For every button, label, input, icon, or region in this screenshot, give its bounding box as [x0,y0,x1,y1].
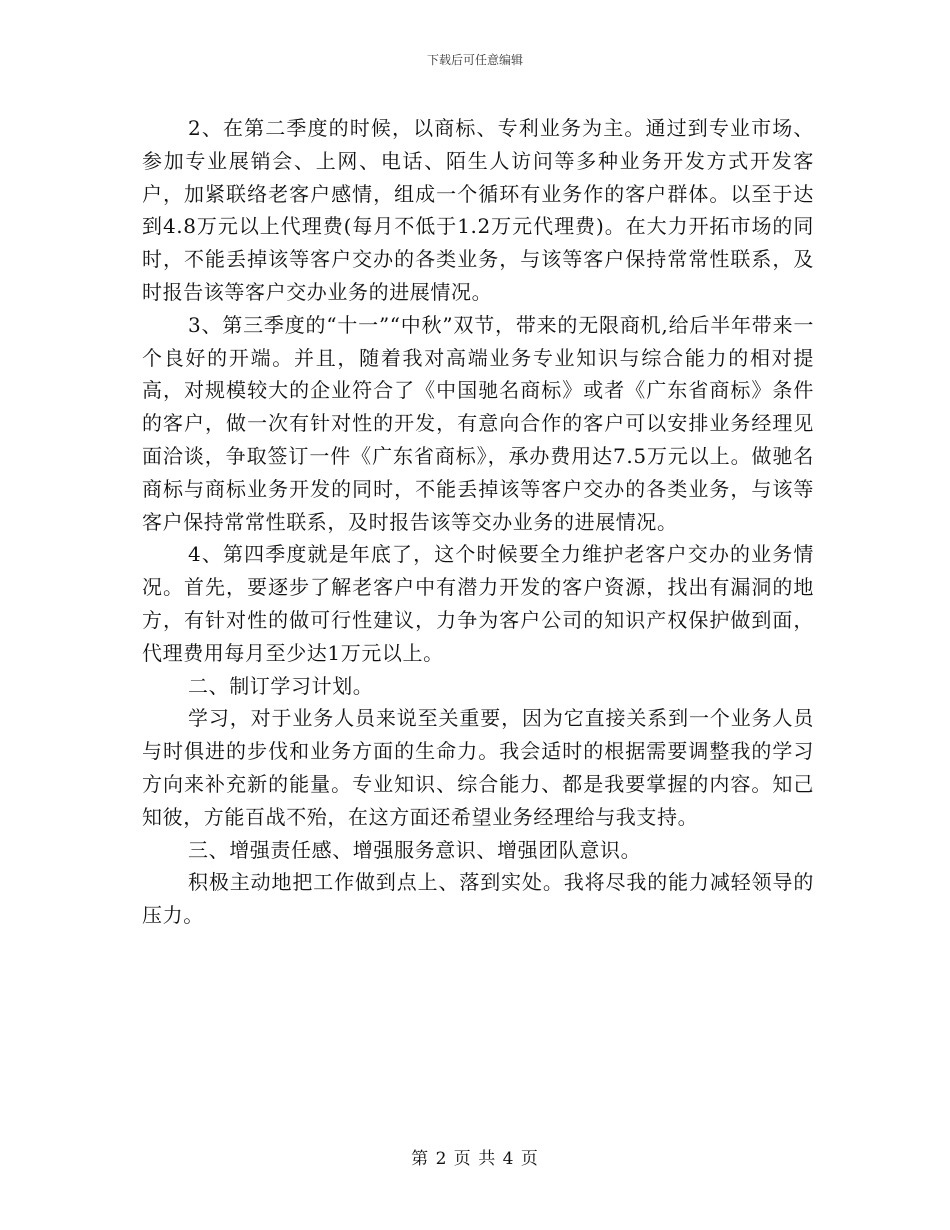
paragraph-q4-plan: 4、第四季度就是年底了，这个时候要全力维护老客户交办的业务情况。首先，要逐步了解老客户中有潜力开发的客户资源，找出有漏洞的地方，有针对性的做可行性建议，力争为客户公司的知识产权保护做到面，代理费用每月至少达1万元以上。 [142,542,814,665]
paragraph-q3-plan: 3、第三季度的“十一”“中秋”双节，带来的无限商机,给后半年带来一个良好的开端。并且，随着我对高端业务专业知识与综合能力的相对提高，对规模较大的企业符合了《中国驰名商标》或者《广东省商标》条件的客户，做一次有针对性的开发，有意向合作的客户可以安排业务经理见面洽谈，争取签订一件《广东省商标》，承办费用达7.5万元以上。做驰名商标与商标业务开发的同时，不能丢掉该等客户交办的各类业务，与该等客户保持常常性联系，及时报告该等交办业务的进展情况。 [142,312,814,534]
section-heading-responsibility: 三、增强责任感、增强服务意识、增强团队意识。 [188,837,642,862]
paragraph-responsibility: 积极主动地把工作做到点上、落到实处。我将尽我的能力减轻领导的压力。 [142,870,814,928]
paragraph-study: 学习，对于业务人员来说至关重要，因为它直接关系到一个业务人员与时俱进的步伐和业务方面的生命力。我会适时的根据需要调整我的学习方向来补充新的能量。专业知识、综合能力、都是我要掌握的内容。知己知彼，方能百战不殆，在这方面还希望业务经理给与我支持。 [142,706,814,829]
page-number: 第 2 页 共 4 页 [411,1149,539,1169]
section-heading-study-plan: 二、制订学习计划。 [188,673,374,698]
page-header: 下载后可任意编辑 [426,53,523,67]
document-body [142,112,814,932]
paragraph-q2-plan: 2、在第二季度的时候，以商标、专利业务为主。通过到专业市场、参加专业展销会、上网、电话、陌生人访问等多种业务开发方式开发客户，加紧联络老客户感情，组成一个循环有业务作的客户群体。以至于达到4.8万元以上代理费(每月不低于1.2万元代理费)。在大力开拓市场的同时，不能丢掉该等客户交办的各类业务，与该等客户保持常常性联系，及时报告该等客户交办业务的进展情况。 [142,116,814,304]
